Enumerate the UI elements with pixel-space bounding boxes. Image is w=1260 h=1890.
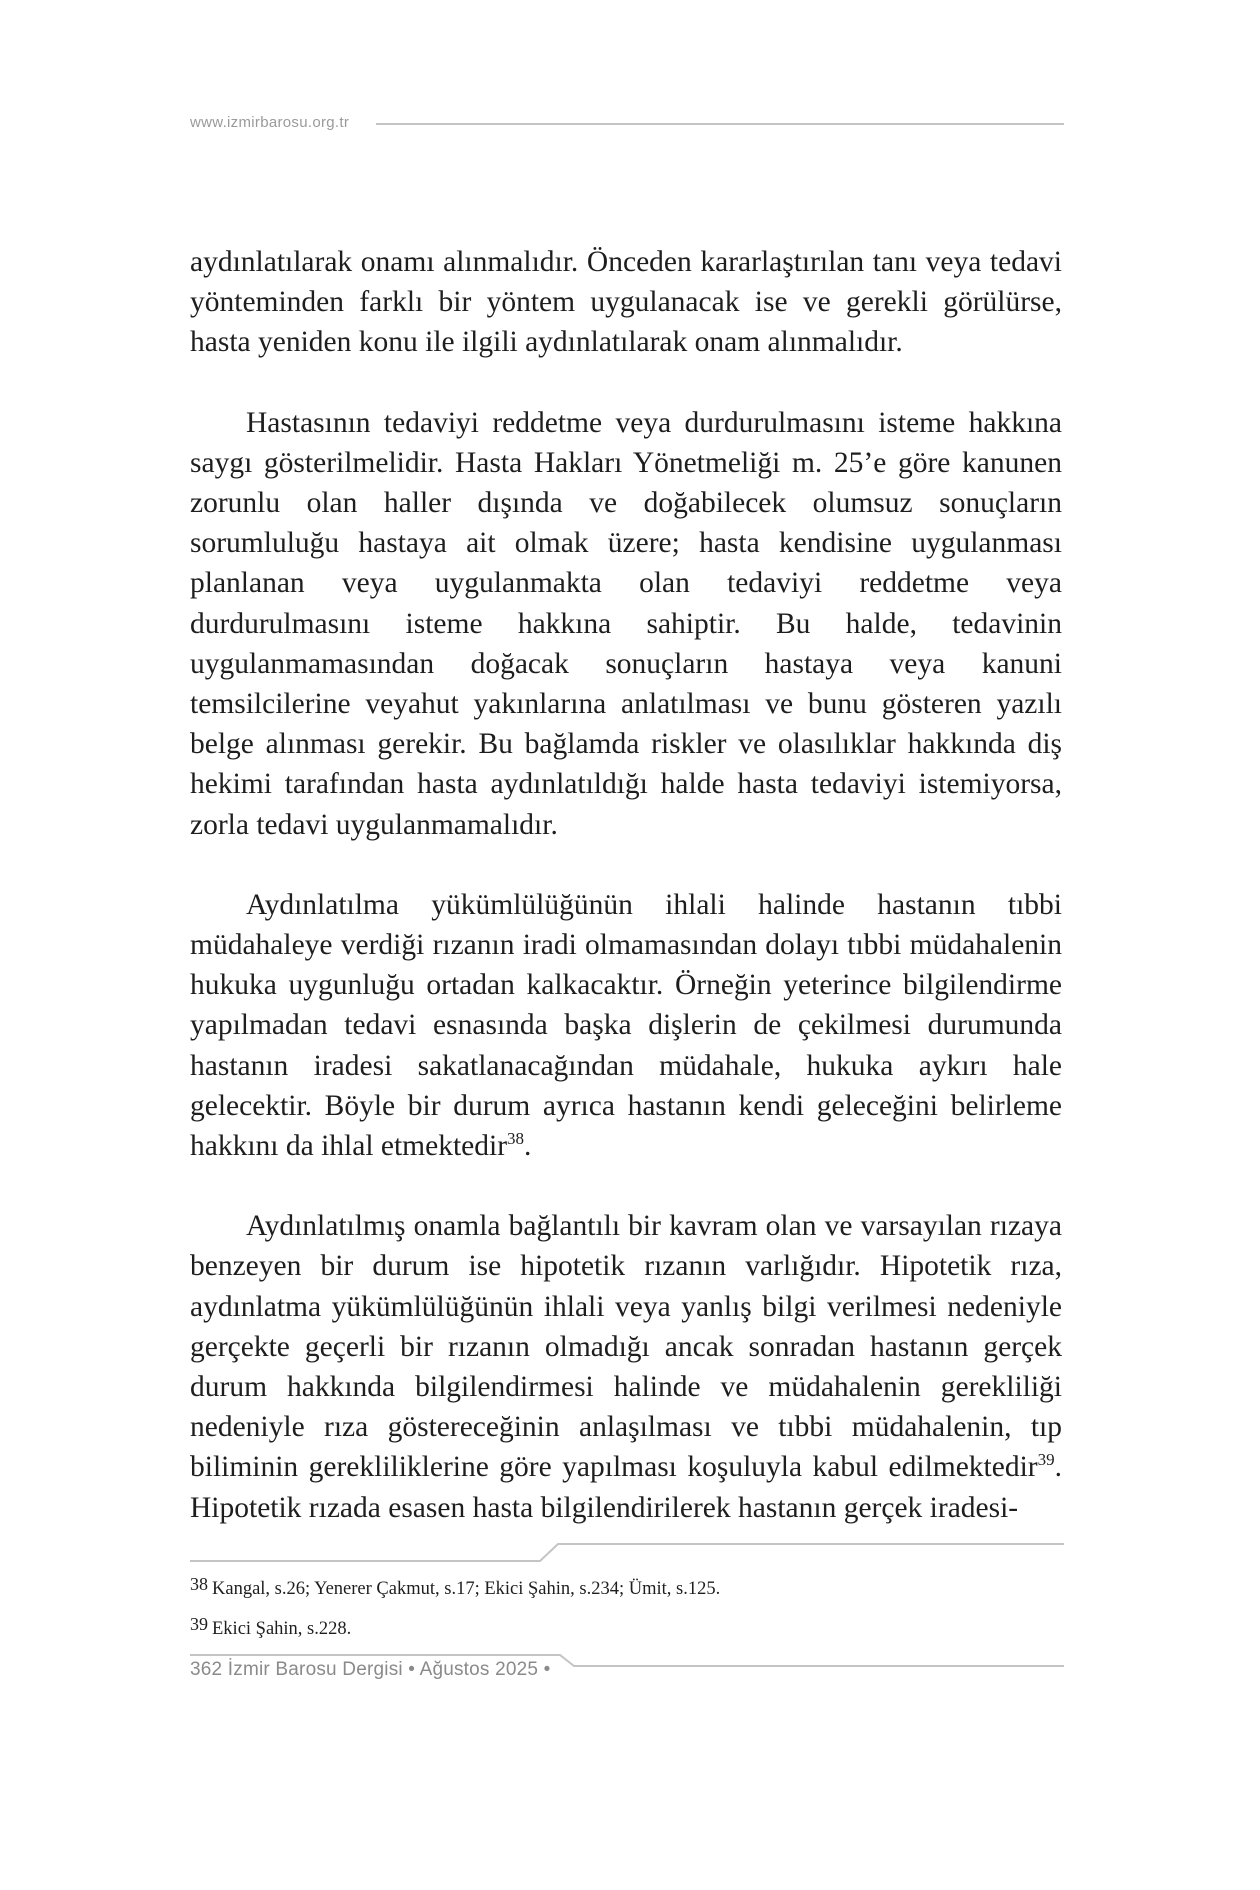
header-rule	[376, 123, 1064, 125]
paragraph-1: aydınlatılarak onamı alınmalıdır. Önceden kararlaştırılan tanı veya tedavi yönteminden farklı bir yöntem uygulanacak ise ve gerekli görülürse, hasta yeniden konu ile ilgili aydınlatılarak onam alınmalıdır.	[190, 246, 1062, 359]
footnote-ref-38[interactable]: 38	[507, 1129, 525, 1149]
paragraph-4-end: . Hipotetik rızada esasen hasta bilgilendirilerek hastanın gerçek iradesi-	[190, 1451, 1062, 1524]
paragraph-2: Hastasının tedaviyi reddetme veya durdurulmasını isteme hakkına saygı gösterilmelidir. Hasta Hakları Yönetmeliği m. 25’e göre kanunen zorunlu olan haller dışında ve doğabilecek olumsuz sonuçların sorumluluğu hastaya ait olmak üzere; hasta kendisine uygulanması planlanan veya uygulanmakta olan tedaviyi reddetme veya durdurulmasını isteme hakkına sahiptir. Bu halde, tedavinin uygulanmamasından doğacak sonuçların hastaya veya kanuni temsilcilerine veyahut yakınlarına anlatılması ve bunu gösteren yazılı belge alınması gerekir. Bu bağlamda riskler ve olasılıklar hakkında diş hekimi tarafından hasta aydınlatıldığı halde hasta tedaviyi istemiyorsa, zorla tedavi uygulanmamalıdır.	[190, 406, 1062, 841]
footnote-ref-39[interactable]: 39	[1037, 1450, 1055, 1470]
paragraph-3-text: Aydınlatılma yükümlülüğünün ihlali halinde hastanın tıbbi müdahaleye verdiği rızanın iradi olmamasından dolayı tıbbi müdahalenin hukuka uygunluğu ortadan kalkacaktır. Örneğin yeterince bilgilendirme yapılmadan tedavi esnasında başka dişlerin de çekilmesi durumunda hastanın iradesi sakatlanacağından müdahale, hukuka aykırı hale gelecektir. Böyle bir durum ayrıca hastanın kendi geleceğini belirleme hakkını da ihlal etmektedir	[190, 888, 1062, 1163]
footnote-38	[190, 1574, 1062, 1600]
footnote-39	[190, 1614, 1062, 1640]
footer	[190, 1650, 1064, 1680]
body-text	[190, 242, 1062, 1528]
paragraph-4-text: Aydınlatılmış onamla bağlantılı bir kavram olan ve varsayılan rızaya benzeyen bir durum ise hipotetik rızanın varlığıdır. Hipotetik rıza, aydınlatma yükümlülüğünün ihlali veya yanlış bilgi verilmesi nedeniyle gerçekte geçerli bir rızanın olmadığı ancak sonradan hastanın gerçek durum hakkında bilgilendirmesi halinde ve müdahalenin gerekliliği nedeniyle rıza göstereceğinin anlaşılması ve tıbbi müdahalenin, tıp biliminin gerekliliklerine göre yapılması koşuluyla kabul edilmektedir	[190, 1210, 1062, 1484]
footnote-text: Ekici Şahin, s.228.	[212, 1619, 352, 1639]
paragraph-4	[190, 1206, 1062, 1528]
paragraph-3-end: .	[524, 1130, 532, 1163]
paragraph-3	[190, 885, 1062, 1166]
footnote-number: 39	[190, 1614, 208, 1634]
footnote-number: 38	[190, 1574, 208, 1594]
footer-page-info: 362 İzmir Barosu Dergisi • Ağustos 2025 •	[190, 1659, 551, 1680]
footnote-separator	[190, 1536, 1064, 1566]
footnote-text: Kangal, s.26; Yenerer Çakmut, s.17; Ekici Şahin, s.234; Ümit, s.125.	[212, 1579, 721, 1599]
header-url: www.izmirbarosu.org.tr	[190, 114, 350, 131]
footnotes	[190, 1574, 1062, 1654]
